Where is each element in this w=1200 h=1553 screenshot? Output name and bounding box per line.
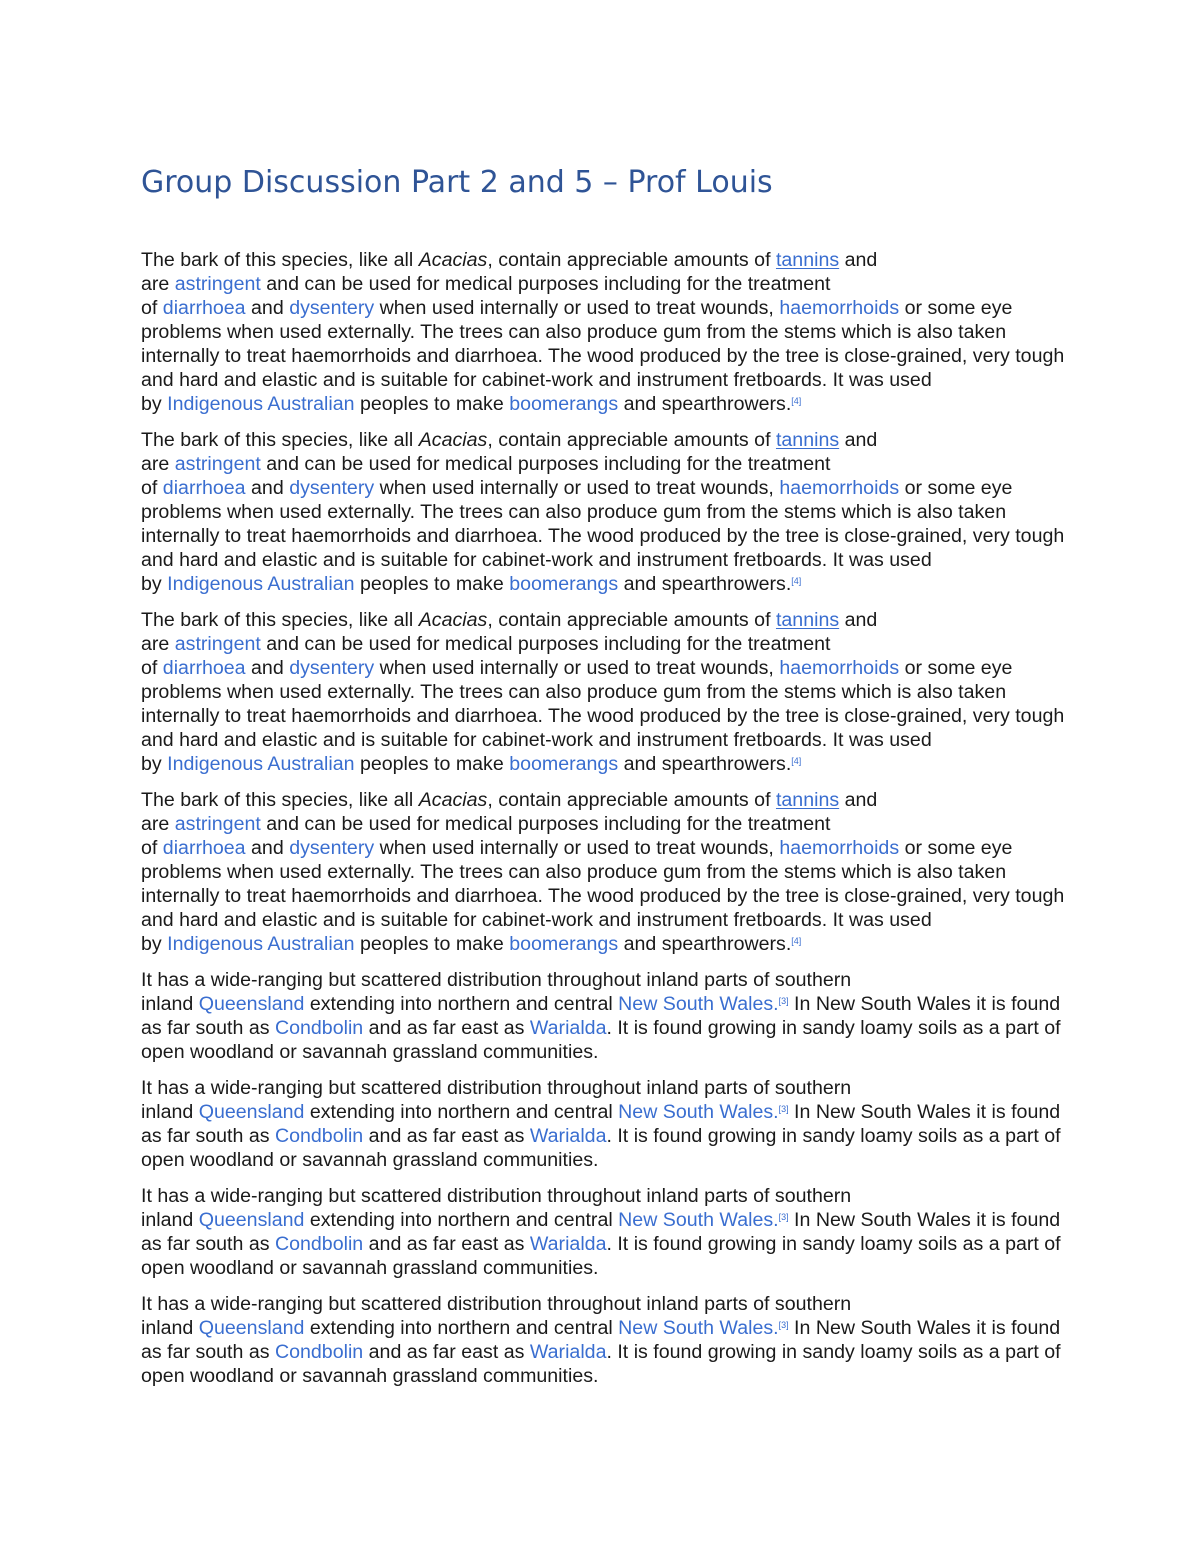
link-queensland[interactable]: Queensland (198, 1317, 305, 1339)
text-run: peoples to make (354, 393, 510, 415)
text-run: and as far east as (363, 1233, 530, 1255)
link-new-south-wales[interactable]: New South Wales. (618, 1101, 779, 1123)
link-indigenous-australian[interactable]: Indigenous Australian (167, 933, 355, 955)
link-condbolin[interactable]: Condbolin (274, 1017, 364, 1039)
link-condbolin[interactable]: Condbolin (274, 1125, 364, 1147)
text-run: The bark of this species, like all (141, 609, 419, 631)
link-new-south-wales[interactable]: New South Wales. (618, 1209, 779, 1231)
text-run: and as far east as (363, 1017, 530, 1039)
text-run: The bark of this species, like all (141, 789, 419, 811)
link-astringent[interactable]: astringent (174, 273, 261, 295)
link-astringent[interactable]: astringent (174, 633, 261, 655)
text-run: inland (141, 993, 199, 1015)
link-queensland[interactable]: Queensland (198, 1101, 305, 1123)
link-astringent[interactable]: astringent (174, 453, 261, 475)
citation-ref-3[interactable]: [3] (778, 1212, 789, 1222)
acacias-italic: Acacias (418, 429, 488, 451)
text-run: and spearthrowers. (618, 933, 792, 955)
text-run: peoples to make (354, 753, 510, 775)
text-run: In New South Wales it is found as far south as (141, 1209, 1061, 1255)
link-haemorrhoids[interactable]: haemorrhoids (779, 477, 900, 499)
text-run: and spearthrowers. (618, 573, 792, 595)
text-run: and (839, 249, 878, 271)
link-warialda[interactable]: Warialda (529, 1341, 607, 1363)
text-run: and can be used for medical purposes including for the treatment (260, 453, 831, 475)
text-run: and spearthrowers. (618, 753, 792, 775)
text-run: when used internally or used to treat wounds, (374, 837, 780, 859)
citation-ref-3[interactable]: [3] (778, 996, 789, 1006)
link-queensland[interactable]: Queensland (198, 993, 305, 1015)
text-run: or some eye problems when used externally. The trees can also produce gum from the stems which is also taken internally to treat haemorrhoids and diarrhoea. The wood produced by the tree is close-grained, very tough and hard and elastic and is suitable for cabinet-work and instrument fretboards. It was used (141, 477, 1065, 571)
link-tannins[interactable]: tannins (775, 429, 840, 451)
link-diarrhoea[interactable]: diarrhoea (162, 297, 246, 319)
text-run: , contain appreciable amounts of (487, 249, 776, 271)
text-run: and (839, 609, 878, 631)
text-run: and spearthrowers. (618, 393, 792, 415)
text-run: It has a wide-ranging but scattered distribution throughout inland parts of southern (141, 1185, 852, 1207)
text-run: The bark of this species, like all (141, 249, 419, 271)
link-condbolin[interactable]: Condbolin (274, 1341, 364, 1363)
paragraph-bark-3 (141, 608, 1071, 776)
text-run: and (245, 297, 290, 319)
link-warialda[interactable]: Warialda (529, 1233, 607, 1255)
text-run: inland (141, 1209, 199, 1231)
link-new-south-wales[interactable]: New South Wales. (618, 1317, 779, 1339)
link-dysentery[interactable]: dysentery (289, 297, 375, 319)
text-run: and (245, 477, 290, 499)
text-run: of (141, 837, 163, 859)
citation-ref-4[interactable]: [4] (791, 756, 802, 766)
link-condbolin[interactable]: Condbolin (274, 1233, 364, 1255)
link-tannins[interactable]: tannins (775, 249, 840, 271)
text-run: and (245, 837, 290, 859)
text-run: It has a wide-ranging but scattered distribution throughout inland parts of southern (141, 1077, 852, 1099)
link-diarrhoea[interactable]: diarrhoea (162, 837, 246, 859)
link-indigenous-australian[interactable]: Indigenous Australian (167, 573, 355, 595)
text-run: . It is found growing in sandy loamy soils as a part of open woodland or savannah grassland communities. (141, 1233, 1061, 1279)
document-body (141, 248, 1071, 1400)
text-run: when used internally or used to treat wounds, (374, 297, 780, 319)
text-run: extending into northern and central (304, 1209, 619, 1231)
link-dysentery[interactable]: dysentery (289, 477, 375, 499)
link-haemorrhoids[interactable]: haemorrhoids (779, 657, 900, 679)
text-run: inland (141, 1101, 199, 1123)
text-run: . It is found growing in sandy loamy soils as a part of open woodland or savannah grassland communities. (141, 1017, 1061, 1063)
text-run: or some eye problems when used externally. The trees can also produce gum from the stems which is also taken internally to treat haemorrhoids and diarrhoea. The wood produced by the tree is close-grained, very tough and hard and elastic and is suitable for cabinet-work and instrument fretboards. It was used (141, 657, 1065, 751)
text-run: , contain appreciable amounts of (487, 609, 776, 631)
paragraph-distribution-3 (141, 1184, 1071, 1280)
text-run: by (141, 573, 168, 595)
link-boomerangs[interactable]: boomerangs (509, 573, 619, 595)
text-run: are (141, 453, 175, 475)
text-run: or some eye problems when used externally. The trees can also produce gum from the stems which is also taken internally to treat haemorrhoids and diarrhoea. The wood produced by the tree is close-grained, very tough and hard and elastic and is suitable for cabinet-work and instrument fretboards. It was used (141, 297, 1065, 391)
link-haemorrhoids[interactable]: haemorrhoids (779, 297, 900, 319)
text-run: extending into northern and central (304, 993, 619, 1015)
link-indigenous-australian[interactable]: Indigenous Australian (167, 753, 355, 775)
text-run: are (141, 273, 175, 295)
link-boomerangs[interactable]: boomerangs (509, 393, 619, 415)
citation-ref-4[interactable]: [4] (791, 396, 802, 406)
text-run: and as far east as (363, 1341, 530, 1363)
text-run: peoples to make (354, 573, 510, 595)
text-run: . It is found growing in sandy loamy soils as a part of open woodland or savannah grassland communities. (141, 1341, 1061, 1387)
document-title: Group Discussion Part 2 and 5 – Prof Louis (141, 165, 773, 200)
text-run: by (141, 393, 168, 415)
text-run: and (839, 789, 878, 811)
acacias-italic: Acacias (418, 789, 488, 811)
link-tannins[interactable]: tannins (775, 789, 840, 811)
text-run: and as far east as (363, 1125, 530, 1147)
text-run: by (141, 933, 168, 955)
text-run: and can be used for medical purposes including for the treatment (260, 273, 831, 295)
link-tannins[interactable]: tannins (775, 609, 840, 631)
link-warialda[interactable]: Warialda (529, 1017, 607, 1039)
link-new-south-wales[interactable]: New South Wales. (618, 993, 779, 1015)
text-run: . It is found growing in sandy loamy soils as a part of open woodland or savannah grassland communities. (141, 1125, 1061, 1171)
text-run: are (141, 633, 175, 655)
link-diarrhoea[interactable]: diarrhoea (162, 657, 246, 679)
link-astringent[interactable]: astringent (174, 813, 261, 835)
link-boomerangs[interactable]: boomerangs (509, 753, 619, 775)
text-run: It has a wide-ranging but scattered distribution throughout inland parts of southern (141, 969, 852, 991)
paragraph-distribution-2 (141, 1076, 1071, 1172)
text-run: The bark of this species, like all (141, 429, 419, 451)
acacias-italic: Acacias (418, 249, 488, 271)
link-dysentery[interactable]: dysentery (289, 837, 375, 859)
text-run: by (141, 753, 168, 775)
text-run: are (141, 813, 175, 835)
citation-ref-4[interactable]: [4] (791, 576, 802, 586)
text-run: extending into northern and central (304, 1101, 619, 1123)
link-boomerangs[interactable]: boomerangs (509, 933, 619, 955)
text-run: It has a wide-ranging but scattered distribution throughout inland parts of southern (141, 1293, 852, 1315)
link-dysentery[interactable]: dysentery (289, 657, 375, 679)
text-run: inland (141, 1317, 199, 1339)
text-run: of (141, 477, 163, 499)
paragraph-bark-2 (141, 428, 1071, 596)
link-warialda[interactable]: Warialda (529, 1125, 607, 1147)
text-run: of (141, 657, 163, 679)
paragraph-distribution-4 (141, 1292, 1071, 1388)
citation-ref-3[interactable]: [3] (778, 1104, 789, 1114)
paragraph-distribution-1 (141, 968, 1071, 1064)
acacias-italic: Acacias (418, 609, 488, 631)
text-run: and (839, 429, 878, 451)
text-run: , contain appreciable amounts of (487, 429, 776, 451)
paragraph-bark-1 (141, 248, 1071, 416)
paragraph-bark-4 (141, 788, 1071, 956)
text-run: peoples to make (354, 933, 510, 955)
text-run: and (245, 657, 290, 679)
link-haemorrhoids[interactable]: haemorrhoids (779, 837, 900, 859)
text-run: In New South Wales it is found as far south as (141, 1101, 1061, 1147)
text-run: In New South Wales it is found as far south as (141, 1317, 1061, 1363)
text-run: and can be used for medical purposes including for the treatment (260, 813, 831, 835)
text-run: In New South Wales it is found as far south as (141, 993, 1061, 1039)
link-queensland[interactable]: Queensland (198, 1209, 305, 1231)
text-run: extending into northern and central (304, 1317, 619, 1339)
text-run: when used internally or used to treat wounds, (374, 477, 780, 499)
text-run: , contain appreciable amounts of (487, 789, 776, 811)
text-run: and can be used for medical purposes including for the treatment (260, 633, 831, 655)
text-run: or some eye problems when used externally. The trees can also produce gum from the stems which is also taken internally to treat haemorrhoids and diarrhoea. The wood produced by the tree is close-grained, very tough and hard and elastic and is suitable for cabinet-work and instrument fretboards. It was used (141, 837, 1065, 931)
link-indigenous-australian[interactable]: Indigenous Australian (167, 393, 355, 415)
text-run: of (141, 297, 163, 319)
link-diarrhoea[interactable]: diarrhoea (162, 477, 246, 499)
text-run: when used internally or used to treat wounds, (374, 657, 780, 679)
citation-ref-3[interactable]: [3] (778, 1320, 789, 1330)
citation-ref-4[interactable]: [4] (791, 936, 802, 946)
